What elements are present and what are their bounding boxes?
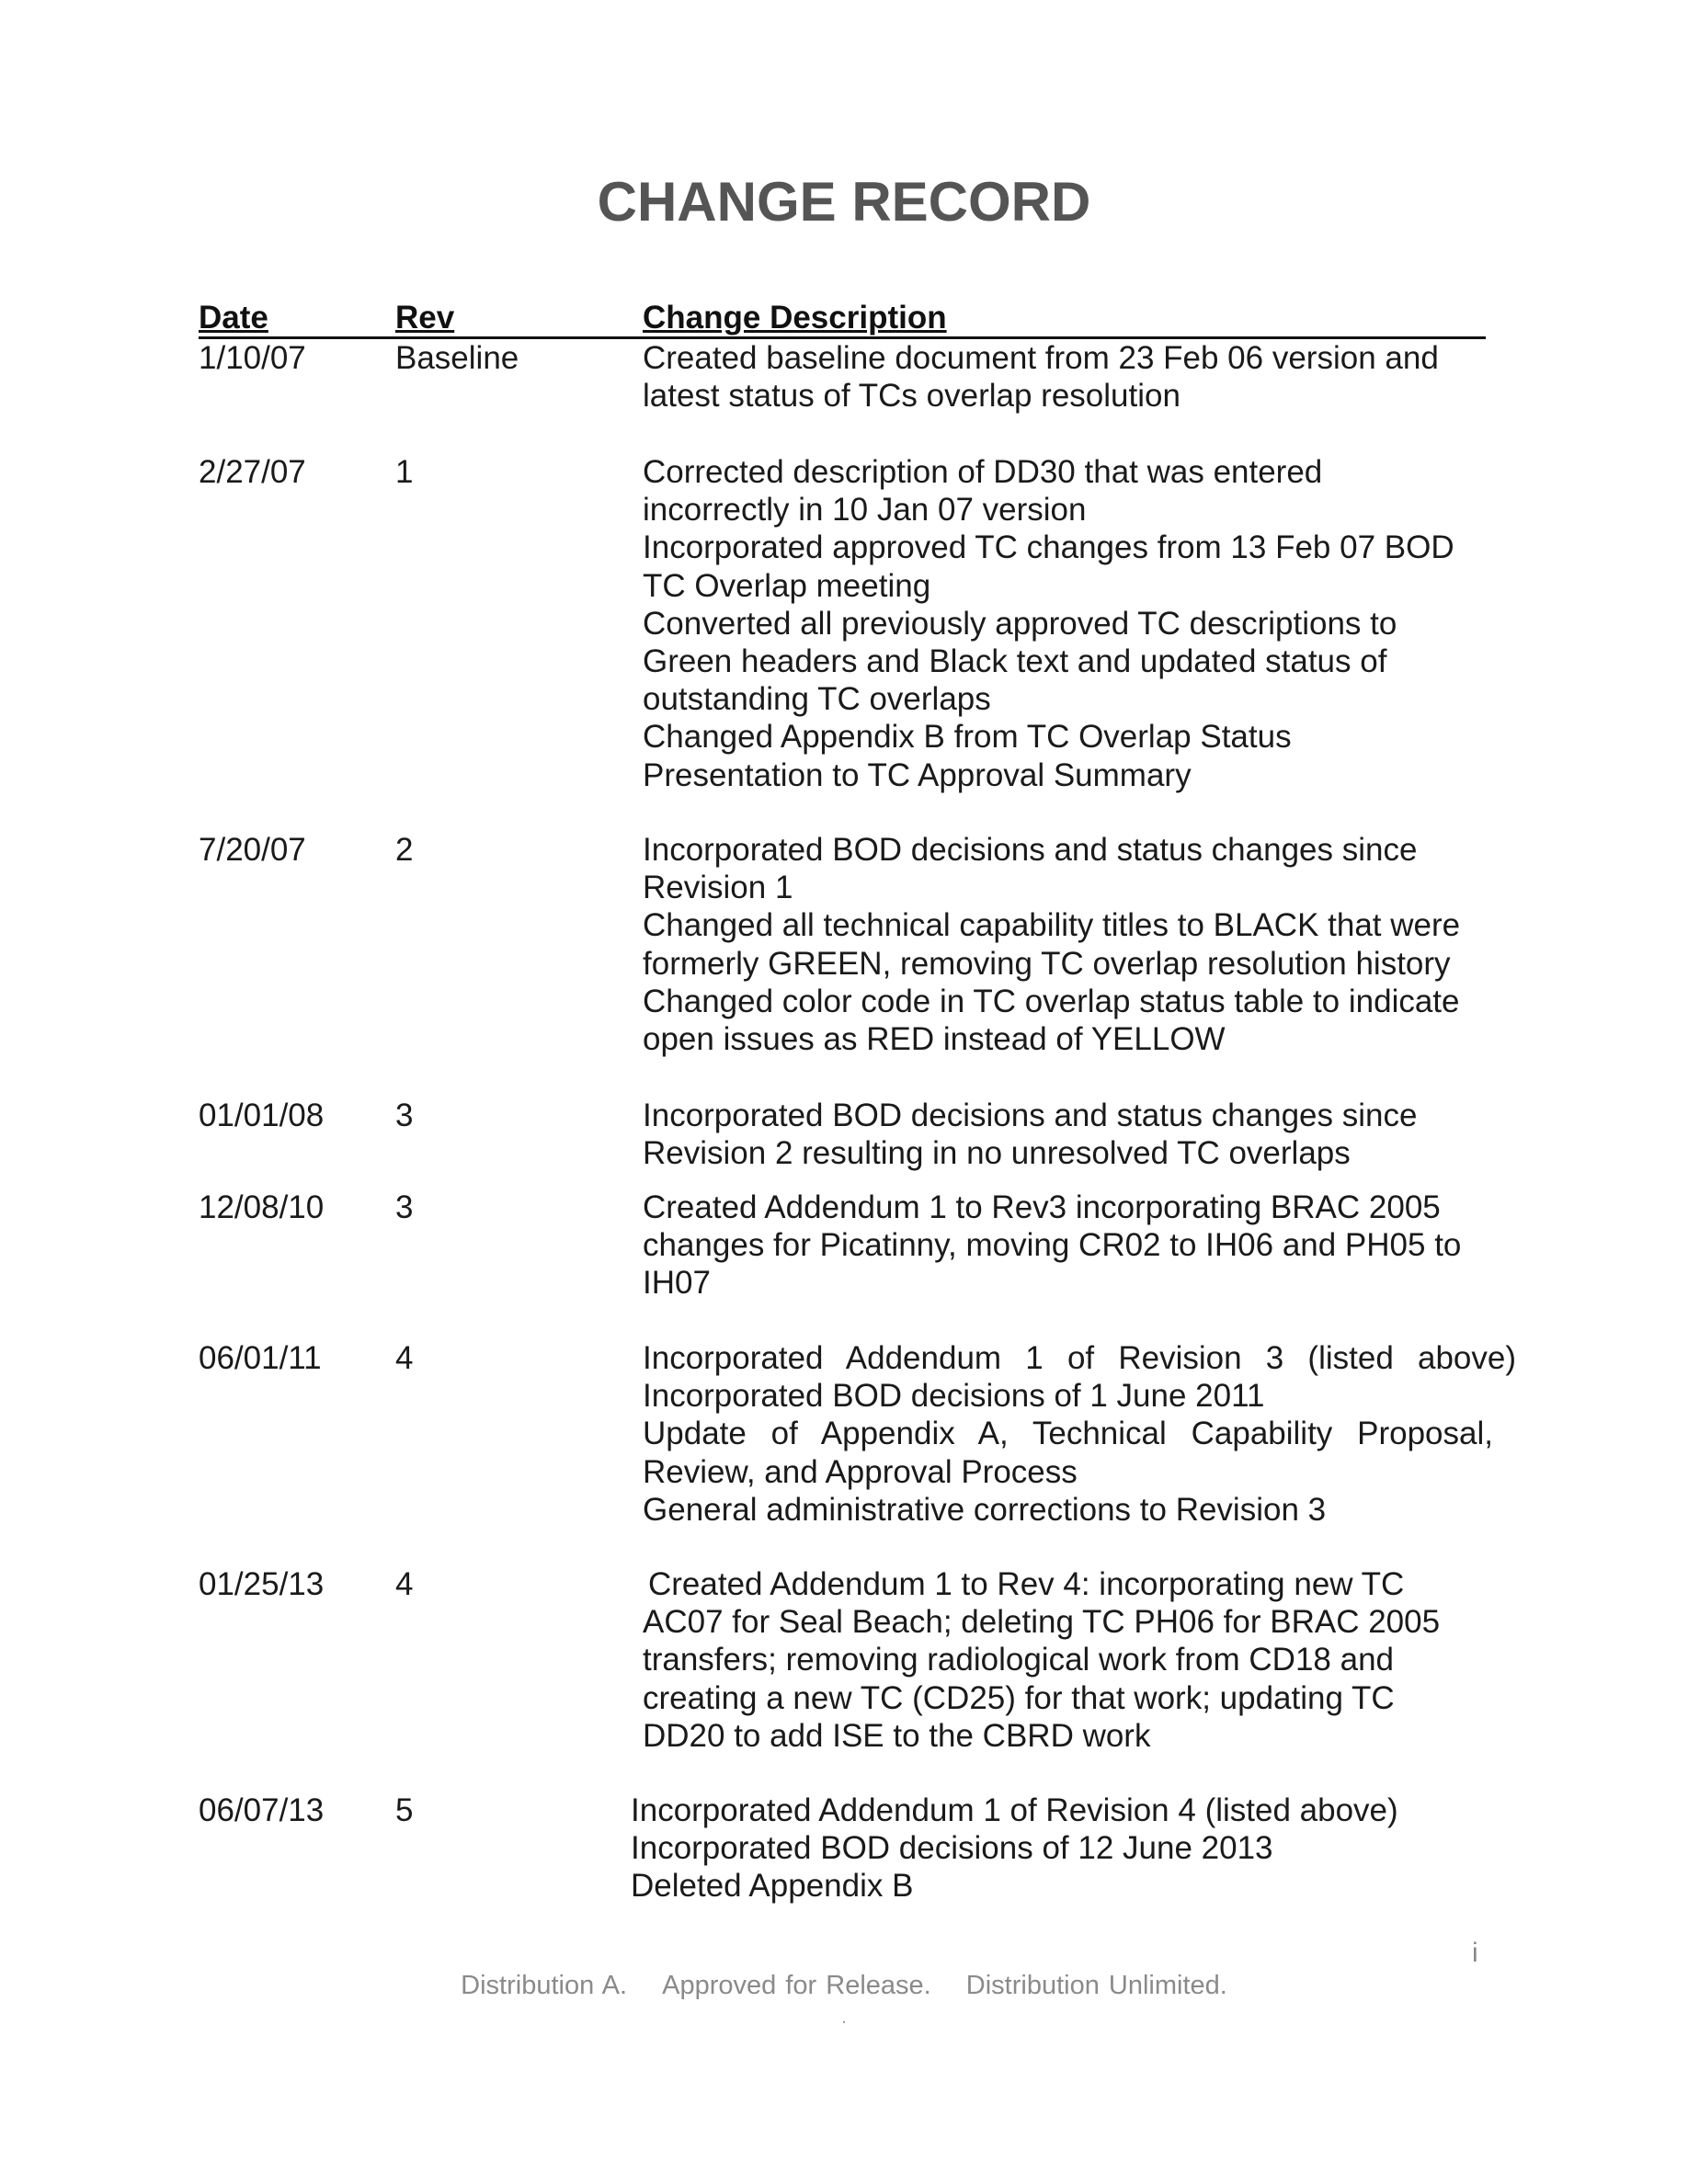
row-date: 01/01/08: [199, 1098, 325, 1133]
row-date: 1/10/07: [199, 340, 306, 376]
description-line: Incorporated BOD decisions of 12 June 2013: [631, 1830, 1273, 1867]
footer-unlimited: Distribution Unlimited.: [965, 1971, 1227, 2000]
row-rev: 4: [395, 1340, 414, 1376]
description-line: IH07: [643, 1265, 711, 1302]
description-line: changes for Picatinny, moving CR02 to IH06 and PH05 to: [643, 1227, 1462, 1264]
row-rev: 5: [395, 1792, 414, 1828]
description-line: DD20 to add ISE to the CBRD work: [643, 1717, 1151, 1754]
table-row: [199, 1097, 1486, 1189]
row-description: [643, 453, 1493, 794]
row-description: [631, 1792, 1481, 1905]
description-line: Deleted Appendix B: [631, 1868, 914, 1905]
description-line: Incorporated BOD decisions and status changes since: [643, 1098, 1418, 1133]
description-line: Incorporated Addendum 1 of Revision 3 (listed above): [643, 1340, 1516, 1376]
footer-distribution: Distribution A.: [461, 1971, 628, 2000]
description-line: Corrected description of DD30 that was entered: [643, 454, 1323, 490]
row-description: [643, 339, 1493, 415]
table-row: [199, 453, 1486, 831]
description-line: Converted all previously approved TC descriptions to: [643, 605, 1397, 642]
row-date: 06/01/11: [199, 1340, 322, 1376]
description-line: Changed all technical capability titles to BLACK that were: [643, 907, 1461, 944]
distribution-footer: [0, 1971, 1688, 2001]
row-rev: 2: [395, 832, 414, 868]
footer-approved: Approved for Release.: [662, 1971, 931, 2000]
row-description: [643, 1189, 1493, 1302]
table-row: [199, 1565, 1486, 1792]
row-description: [643, 1565, 1493, 1755]
description-line: incorrectly in 10 Jan 07 version: [643, 492, 1087, 529]
row-description: [643, 1097, 1493, 1172]
description-line: Update of Appendix A, Technical Capability Proposal,: [643, 1416, 1493, 1452]
description-line: TC Overlap meeting: [643, 567, 931, 604]
column-header-rev: Rev: [395, 300, 455, 336]
table-row: [199, 831, 1486, 1097]
description-line: Incorporated BOD decisions of 1 June 2011: [643, 1378, 1265, 1415]
column-header-date: Date: [199, 300, 268, 336]
description-line: Green headers and Black text and updated status of: [643, 643, 1387, 680]
description-line: formerly GREEN, removing TC overlap resolution history: [643, 945, 1451, 982]
description-line: Created baseline document from 23 Feb 06 version and: [643, 340, 1439, 376]
table-header: [199, 300, 1486, 339]
row-description: [643, 1339, 1516, 1529]
column-header-description: Change Description: [643, 300, 947, 336]
description-line: Revision 1: [643, 870, 793, 906]
row-date: 06/07/13: [199, 1792, 325, 1828]
row-date: 01/25/13: [199, 1566, 325, 1602]
description-line: Created Addendum 1 to Rev3 incorporating BRAC 2005: [643, 1189, 1441, 1225]
page-title: CHANGE RECORD: [597, 171, 1091, 233]
row-date: 2/27/07: [199, 454, 306, 490]
table-row: [199, 1339, 1516, 1565]
description-line: open issues as RED instead of YELLOW: [643, 1021, 1226, 1058]
row-rev: Baseline: [395, 340, 519, 376]
change-record-table: [199, 300, 1516, 1905]
row-rev: 4: [395, 1566, 414, 1602]
row-rev: 3: [395, 1189, 414, 1225]
description-line: creating a new TC (CD25) for that work; updating TC: [643, 1679, 1395, 1716]
description-line: Changed Appendix B from TC Overlap Status: [643, 719, 1292, 756]
description-line: Changed color code in TC overlap status table to indicate: [643, 983, 1460, 1019]
description-line: Review, and Approval Process: [643, 1453, 1078, 1490]
row-rev: 3: [395, 1098, 414, 1133]
description-line: Incorporated BOD decisions and status changes since: [643, 832, 1418, 868]
description-line: Presentation to TC Approval Summary: [643, 756, 1192, 793]
row-date: 12/08/10: [199, 1189, 325, 1225]
table-row: [199, 339, 1486, 453]
description-line: latest status of TCs overlap resolution: [643, 378, 1180, 415]
row-rev: 1: [395, 454, 414, 490]
table-row: [199, 1189, 1486, 1339]
description-line: Incorporated Addendum 1 of Revision 4 (listed above): [631, 1792, 1398, 1828]
description-line: outstanding TC overlaps: [643, 681, 991, 718]
description-line: transfers; removing radiological work from CD18 and: [643, 1642, 1394, 1678]
description-line: Revision 2 resulting in no unresolved TC overlaps: [643, 1135, 1351, 1172]
row-date: 7/20/07: [199, 832, 306, 868]
table-row: [199, 1792, 1486, 1905]
description-line: AC07 for Seal Beach; deleting TC PH06 for BRAC 2005: [643, 1604, 1441, 1641]
row-description: [643, 831, 1493, 1058]
description-line: Created Addendum 1 to Rev 4: incorporating new TC: [648, 1566, 1405, 1602]
description-line: General administrative corrections to Revision 3: [643, 1491, 1327, 1528]
page-number: i: [1472, 1938, 1478, 1968]
description-line: Incorporated approved TC changes from 13 Feb 07 BOD: [643, 529, 1454, 566]
footer-dot: .: [841, 2008, 847, 2028]
